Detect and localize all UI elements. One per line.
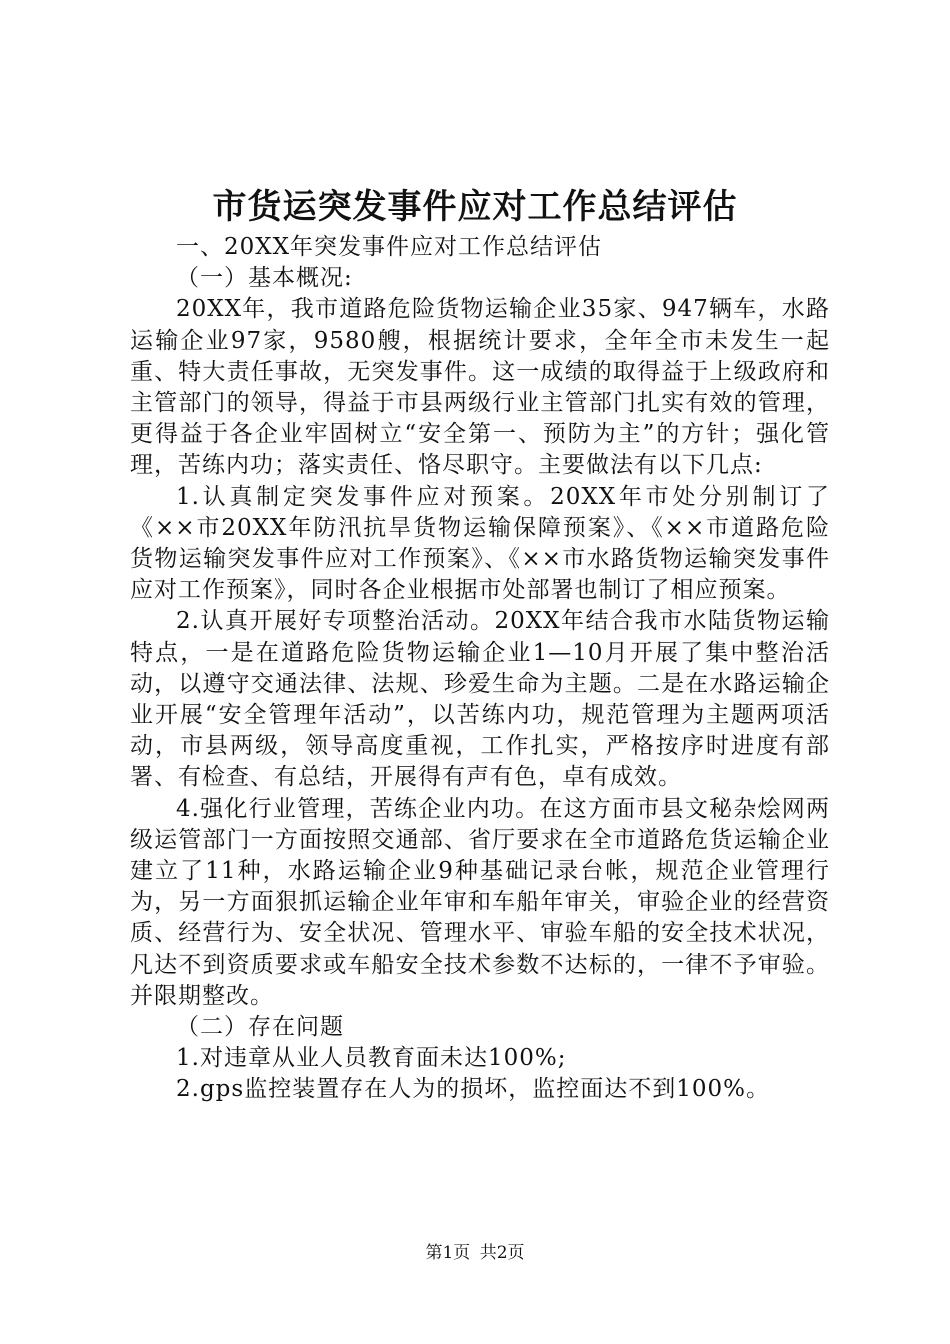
subsection-heading-problems: （二）存在问题 [176, 1014, 344, 1041]
paragraph-item-1: 1.认真制定突发事件应对预案。20XX年市处分别制订了《××市20XX年防汛抗旱货物运输保障预案》、《××市道路危险货物运输突发事件应对工作预案》、《××市水路货物运输突发事件应对工作预案》，同时各企业根据市处部署也制订了相应预案。 [130, 483, 830, 604]
problem-item-2: 2.gps监控装置存在人为的损坏，监控面达不到100%。 [176, 1076, 770, 1103]
paragraph-item-4: 4.强化行业管理，苦练企业内功。在这方面市县文秘杂烩网两级运管部门一方面按照交通部、省厅要求在全市道路危货运输企业建立了11种，水路运输企业9种基础记录台帐，规范企业管理行为，另一方面狠抓运输企业年审和车船年审关，审验企业的经营资质、经营行为、安全状况、管理水平、审验车船的安全技术状况，凡达不到资质要求或车船安全技术参数不达标的，一律不予审验。并限期整改。 [130, 795, 830, 1009]
page-number: 第1页 [425, 1243, 471, 1263]
document-body [130, 232, 830, 1106]
problem-item-1: 1.对违章从业人员教育面未达100%; [176, 1045, 567, 1072]
page-total: 共2页 [479, 1243, 525, 1263]
paragraph-overview: 20XX年，我市道路危险货物运输企业35家、947辆车，水路运输企业97家，9580艘，根据统计要求，全年全市未发生一起重、特大责任事故，无突发事件。这一成绩的取得益于上级政府和主管部门的领导，得益于市县两级行业主管部门扎实有效的管理，更得益于各企业牢固树立“安全第一、预防为主”的方针；强化管理，苦练内功；落实责任、恪尽职守。主要做法有以下几点: [130, 296, 830, 479]
section-heading: 一、20XX年突发事件应对工作总结评估 [176, 234, 603, 260]
document-title: 市货运突发事件应对工作总结评估 [212, 187, 738, 227]
page-footer [0, 1241, 950, 1265]
subsection-heading-overview: （一）基本概况: [176, 265, 353, 292]
paragraph-item-2: 2.认真开展好专项整治活动。20XX年结合我市水陆货物运输特点，一是在道路危险货物运输企业1—10月开展了集中整治活动，以遵守交通法律、法规、珍爱生命为主题。二是在水路运输企业开展“安全管理年活动”，以苦练内功，规范管理为主题两项活动，市县两级，领导高度重视，工作扎实，严格按序时进度有部署、有检查、有总结，开展得有声有色，卓有成效。 [130, 608, 830, 791]
